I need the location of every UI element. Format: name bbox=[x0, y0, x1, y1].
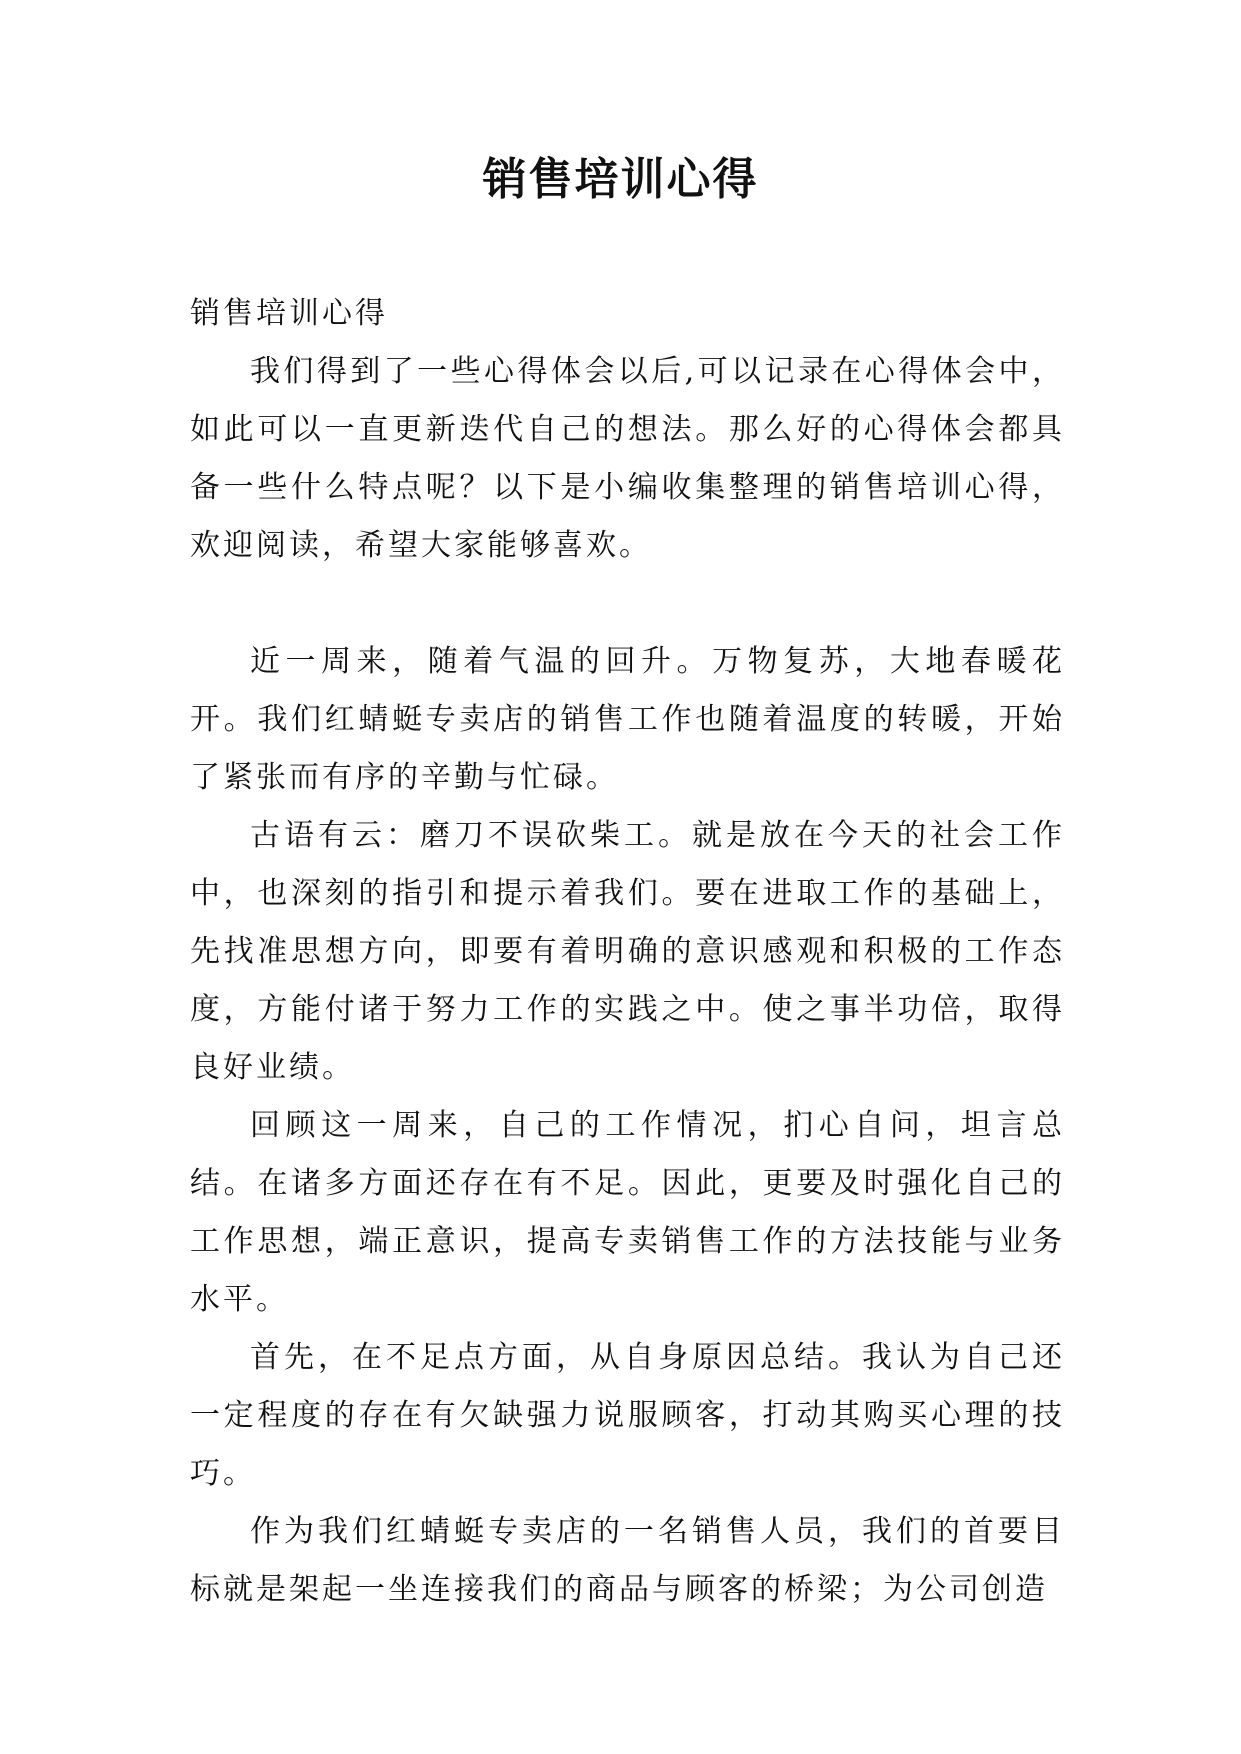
body-paragraph: 回顾这一周来，自己的工作情况，扪心自问，坦言总结。在诸多方面还存在有不足。因此，更要及时强化自己的工作思想，端正意识，提高专卖销售工作的方法技能与业务水平。 bbox=[190, 1108, 1065, 1317]
intro-paragraph: 我们得到了一些心得体会以后,可以记录在心得体会中，如此可以一直更新迭代自己的想法。那么好的心得体会都具备一些什么特点呢？以下是小编收集整理的销售培训心得，欢迎阅读，希望大家能够喜欢。 bbox=[190, 354, 1065, 563]
body-paragraph: 古语有云：磨刀不误砍柴工。就是放在今天的社会工作中，也深刻的指引和提示着我们。要在进取工作的基础上，先找准思想方向，即要有着明确的意识感观和积极的工作态度，方能付诸于努力工作的实践之中。使之事半功倍，取得良好业绩。 bbox=[190, 818, 1065, 1085]
body-paragraph: 近一周来，随着气温的回升。万物复苏，大地春暖花开。我们红蜻蜓专卖店的销售工作也随着温度的转暖，开始了紧张而有序的辛勤与忙碌。 bbox=[190, 644, 1065, 795]
document-title: 销售培训心得 bbox=[482, 154, 759, 205]
document-subtitle: 销售培训心得 bbox=[190, 296, 388, 331]
paragraph-gap bbox=[190, 575, 1065, 633]
body-paragraph: 首先，在不足点方面，从自身原因总结。我认为自己还一定程度的存在有欠缺强力说服顾客，打动其购买心理的技巧。 bbox=[190, 1340, 1065, 1491]
body-paragraph: 作为我们红蜻蜓专卖店的一名销售人员，我们的首要目标就是架起一坐连接我们的商品与顾客的桥梁；为公司创造 bbox=[190, 1514, 1065, 1607]
document-body bbox=[190, 285, 1065, 1619]
